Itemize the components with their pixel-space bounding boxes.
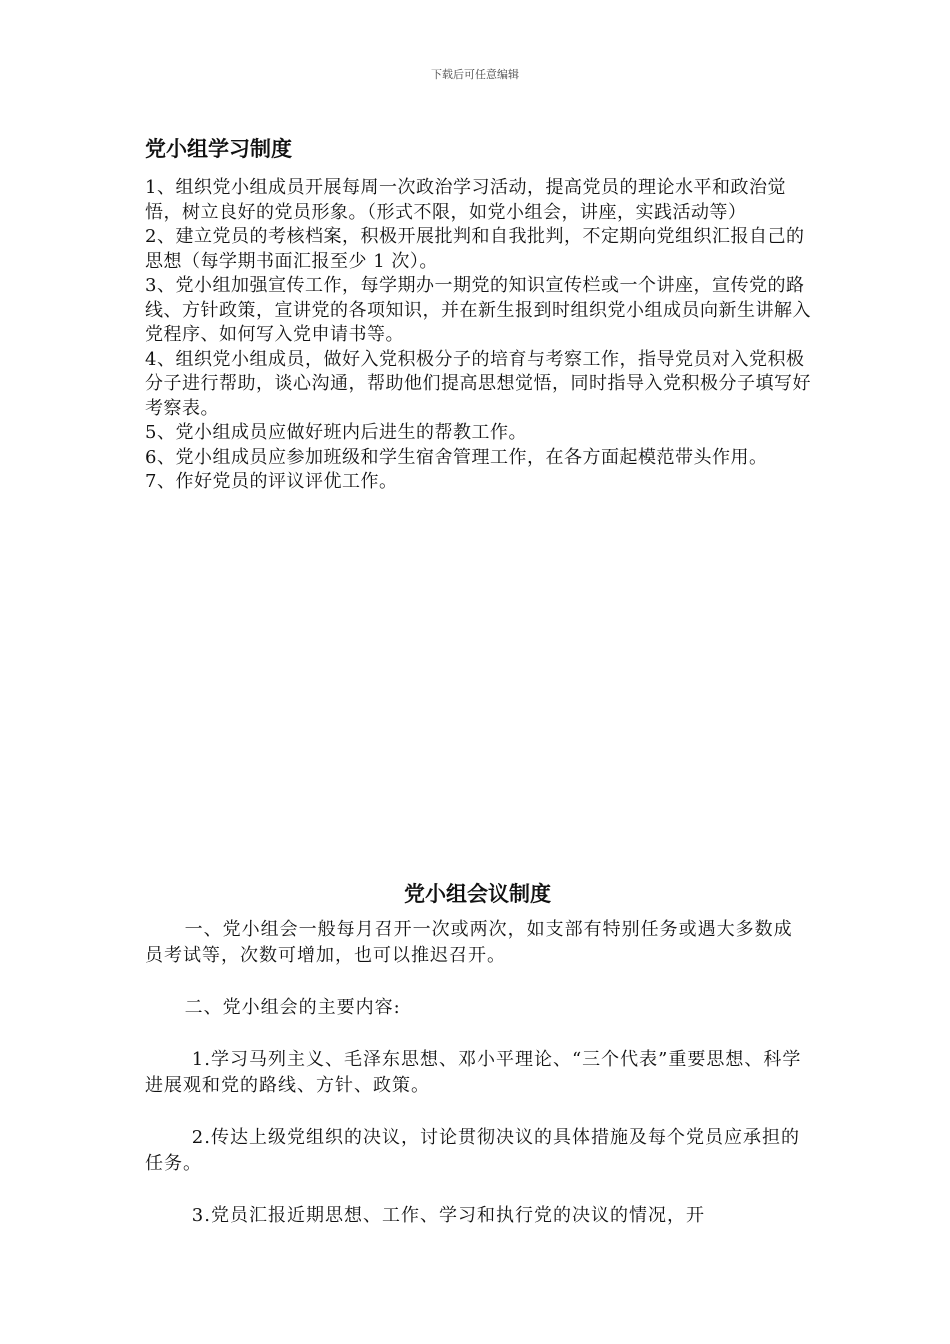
study-system-section <box>145 134 815 495</box>
list-item: 7、作好党员的评议评优工作。 <box>145 471 398 492</box>
meeting-system-section <box>145 877 810 1229</box>
list-item: 5、党小组成员应做好班内后进生的帮教工作。 <box>145 422 527 443</box>
page-header-note: 下载后可任意编辑 <box>431 68 519 81</box>
list-item: 6、党小组成员应参加班级和学生宿舍管理工作，在各方面起模范带头作用。 <box>145 446 768 468</box>
list-item: 1、组织党小组成员开展每周一次政治学习活动，提高党员的理论水平和政治觉悟，树立良好的党员形象。（形式不限，如党小组会，讲座，实践活动等） <box>145 177 786 223</box>
study-system-list <box>145 176 815 495</box>
list-item: 3.党员汇报近期思想、工作、学习和执行党的决议的情况，开 <box>191 1205 705 1226</box>
list-item: 2、建立党员的考核档案，积极开展批判和自我批判，不定期向党组织汇报自己的思想（每学期书面汇报至少 1 次）。 <box>145 226 805 272</box>
meeting-system-title: 党小组会议制度 <box>404 882 551 906</box>
list-item: 3、党小组加强宣传工作，每学期办一期党的知识宣传栏或一个讲座，宣传党的路线、方针政策，宣讲党的各项知识，并在新生报到时组织党小组成员向新生讲解入党程序、如何写入党申请书等。 <box>145 275 811 345</box>
list-item: 4、组织党小组成员，做好入党积极分子的培育与考察工作，指导党员对入党积极分子进行帮助，谈心沟通，帮助他们提高思想觉悟，同时指导入党积极分子填写好考察表。 <box>145 348 811 419</box>
list-item: 1.学习马列主义、毛泽东思想、邓小平理论、“三个代表”重要思想、科学进展观和党的路线、方针、政策。 <box>145 1049 802 1096</box>
list-item: 2.传达上级党组织的决议，讨论贯彻决议的具体措施及每个党员应承担的任务。 <box>145 1127 800 1174</box>
meeting-paragraph-frequency: 一、党小组会一般每月召开一次或两次，如支部有特别任务或遇大多数成员考试等，次数可增加，也可以推迟召开。 <box>145 919 793 966</box>
study-system-title: 党小组学习制度 <box>145 137 292 161</box>
meeting-paragraph-content-heading: 二、党小组会的主要内容: <box>184 997 401 1018</box>
